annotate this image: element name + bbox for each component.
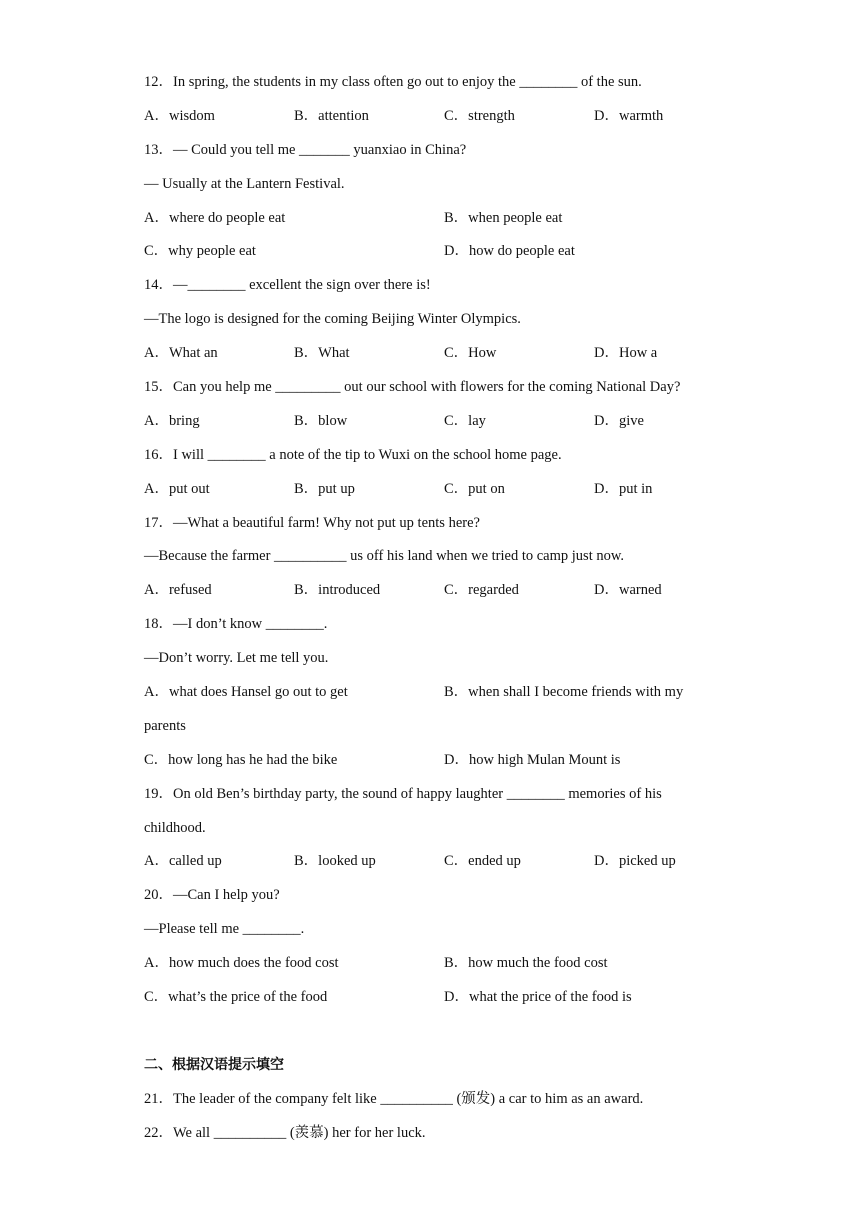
question-stem-line: —Don’t worry. Let me tell you. (144, 650, 329, 667)
options-row (144, 342, 744, 376)
answer-option: C．How (444, 345, 497, 362)
answer-option: C．regarded (444, 582, 519, 599)
question-block (144, 139, 744, 275)
options-row (144, 749, 744, 783)
answer-option: A．how much does the food cost (144, 955, 339, 972)
question-stem-line: —Please tell me ________. (144, 921, 305, 938)
options-row (144, 579, 744, 613)
answer-option: C．what’s the price of the food (144, 989, 328, 1006)
fill-item: 22．We all __________ (羡慕) her for her luck. (144, 1124, 426, 1141)
options-row (144, 681, 744, 715)
answer-option: B．blow (294, 412, 348, 429)
answer-option: A．where do people eat (144, 209, 286, 226)
question-stem-line: —Because the farmer __________ us off his land when we tried to camp just now. (144, 548, 625, 565)
question-stem-line: — Usually at the Lantern Festival. (144, 175, 345, 192)
question-stem: 19．On old Ben’s birthday party, the sound of happy laughter ________ memories of his (144, 785, 662, 802)
answer-option: B．introduced (294, 582, 381, 599)
answer-option: D．give (594, 412, 644, 429)
section-gap (144, 1020, 744, 1054)
question-stem-line: —The logo is designed for the coming Beijing Winter Olympics. (144, 311, 521, 328)
answer-option: B．when shall I become friends with my (444, 684, 684, 701)
answer-option: D．warned (594, 582, 662, 599)
answer-option: C．strength (444, 107, 515, 124)
options-row (144, 952, 744, 986)
answer-option: D．put in (594, 480, 653, 497)
options-row (144, 240, 744, 274)
answer-option: D．what the price of the food is (444, 989, 632, 1006)
question-block (144, 512, 744, 614)
question-stem: 12．In spring, the students in my class often go out to enjoy the ________ of the sun. (144, 74, 642, 90)
question-stem: 14．—________ excellent the sign over there is! (144, 277, 431, 294)
question-block (144, 613, 744, 782)
question-stem: 15．Can you help me _________ out our school with flowers for the coming National Day? (144, 379, 681, 396)
section-title: 二、根据汉语提示填空 (144, 1056, 284, 1073)
fill-item: 21．The leader of the company felt like __________ (颁发) a car to him as an award. (144, 1090, 644, 1107)
question-stem: 13．— Could you tell me _______ yuanxiao in China? (144, 141, 467, 158)
options-row (144, 105, 744, 139)
answer-option: B．What (294, 345, 350, 362)
answer-option: D．how high Mulan Mount is (444, 751, 621, 768)
answer-option: B．put up (294, 480, 355, 497)
answer-option: C．ended up (444, 853, 521, 870)
answer-option: A．put out (144, 480, 210, 497)
answer-option: A．called up (144, 853, 222, 870)
answer-option: B．when people eat (444, 209, 563, 226)
question-list (144, 71, 744, 1020)
question-stem: 20．—Can I help you? (144, 887, 280, 904)
answer-option: B．how much the food cost (444, 955, 608, 972)
question-block (144, 376, 744, 444)
options-row (144, 410, 744, 444)
answer-option: C．put on (444, 480, 505, 497)
question-block (144, 274, 744, 376)
answer-option: A．bring (144, 412, 200, 429)
answer-option: D．picked up (594, 853, 676, 870)
answer-option: B．looked up (294, 853, 376, 870)
question-block (144, 783, 744, 885)
answer-option: A．wisdom (144, 107, 215, 124)
question-stem-line: childhood. (144, 819, 206, 836)
worksheet (144, 71, 744, 1156)
answer-option: D．how do people eat (444, 243, 575, 260)
answer-option: C．lay (444, 412, 486, 429)
answer-option: A．What an (144, 345, 218, 362)
answer-option: B．attention (294, 107, 369, 124)
answer-option: C．how long has he had the bike (144, 751, 338, 768)
options-row (144, 478, 744, 512)
question-stem: 17．—What a beautiful farm! Why not put up tents here? (144, 514, 480, 531)
answer-option: D．warmth (594, 107, 664, 124)
question-stem: 18．—I don’t know ________. (144, 616, 328, 633)
options-row (144, 986, 744, 1020)
question-block (144, 444, 744, 512)
options-row (144, 850, 744, 884)
options-row (144, 207, 744, 241)
option-continuation: parents (144, 717, 186, 734)
answer-option: C．why people eat (144, 243, 256, 260)
question-stem: 16．I will ________ a note of the tip to Wuxi on the school home page. (144, 446, 562, 463)
answer-option: D．How a (594, 345, 658, 362)
question-block (144, 884, 744, 1020)
answer-option: A．what does Hansel go out to get (144, 684, 348, 701)
answer-option: A．refused (144, 582, 212, 599)
question-block (144, 71, 744, 139)
